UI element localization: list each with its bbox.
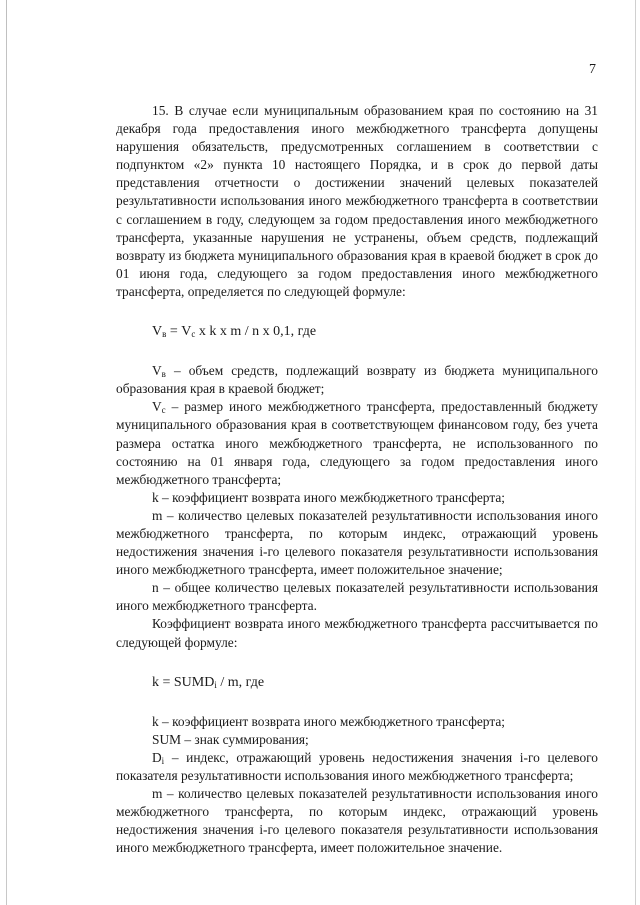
definition-vv: $V_в$ – объем средств, подлежащий возврату из бюджета муниципального образования края в краевой бюджет;	[116, 363, 598, 397]
page-number: 7	[589, 62, 596, 77]
definition-m: m – количество целевых показателей результативности использования иного межбюджетного трансферта, по которым индекс, отражающий уровень недостижения значения i-го целевого показателя результативности использования иного межбюджетного трансферта, имеет положительное значение;	[116, 507, 598, 578]
formula-vv: $V_в = V_с$ x k x m / n x 0,1, где	[152, 324, 317, 340]
definition-vc: $V_с$ – размер иного межбюджетного трансферта, предоставленный бюджету муниципального образования края в соответствующем финансовом году, без учета размера остатка иного межбюджетного трансферта, не использованного по состоянию на 01 января года, следующего за годом предоставления иного межбюджетного трансферта;	[116, 399, 598, 487]
definition-n: n – общее количество целевых показателей результативности использования иного межбюджетного трансферта.	[116, 580, 598, 614]
definition-sum: SUM – знак суммирования;	[152, 731, 309, 747]
definition-k: k – коэффициент возврата иного межбюджетного трансферта;	[152, 489, 506, 505]
scan-edge-left	[6, 0, 7, 905]
paragraph-coefficient: Коэффициент возврата иного межбюджетного трансферта рассчитывается по следующей формуле:	[116, 616, 598, 650]
formula-k: $k = SUMD_i / m$, где	[152, 674, 265, 690]
definition-k-2: k – коэффициент возврата иного межбюджетного трансферта;	[152, 713, 506, 729]
definition-di: $D_i$ – индекс, отражающий уровень недостижения значения i-го целевого показателя результативности использования иного межбюджетного трансферта;	[116, 749, 598, 783]
document-body	[116, 102, 598, 857]
paragraph-15: 15. В случае если муниципальным образованием края по состоянию на 31 декабря года предоставления иного межбюджетного трансферта допущены нарушения обязательств, предусмотренных соглашением в соответствии с подпунктом «2» пункта 10 настоящего Порядка, и в срок до первой даты представления отчетности о достижении значений целевых показателей результативности использования иного межбюджетного трансферта в соответствии с соглашением в году, следующем за годом предоставления иного межбюджетного трансферта, указанные нарушения не устранены, объем средств, подлежащий возврату из бюджета муниципального образования края в краевой бюджет в срок до 01 июня года, следующего за годом предоставления иного межбюджетного трансферта, определяется по следующей формуле:	[116, 103, 598, 299]
scan-edge-right	[635, 0, 636, 905]
definition-m-2: m – количество целевых показателей результативности использования иного межбюджетного трансферта, по которым индекс, отражающий уровень недостижения значения i-го целевого показателя результативности использования иного межбюджетного трансферта, имеет положительное значение.	[116, 786, 598, 856]
